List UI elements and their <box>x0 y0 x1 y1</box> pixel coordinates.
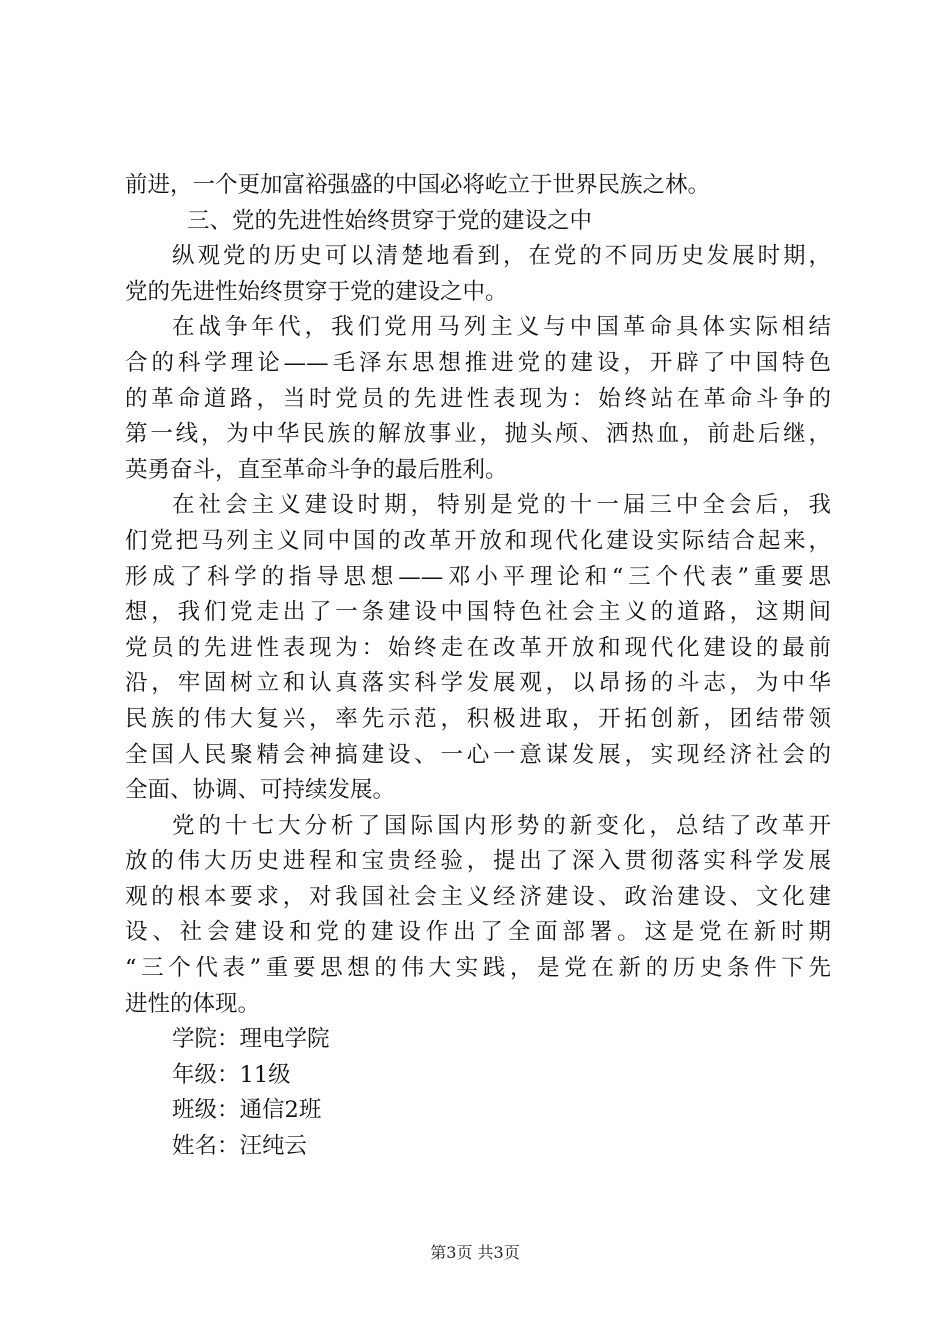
text-line: 前进，一个更加富裕强盛的中国必将屹立于世界民族之林。 <box>125 172 711 198</box>
text-line: 年级：11级 <box>172 1061 291 1088</box>
document-body <box>125 168 831 1165</box>
section-heading: 三、党的先进性始终贯穿于党的建设之中 <box>187 207 593 234</box>
text-line: 观的根本要求，对我国社会主义经济建设、政治建设、文化建 <box>125 883 831 910</box>
text-line: 英勇奋斗，直至革命斗争的最后胜利。 <box>125 456 508 483</box>
text-line: 设、社会建设和党的建设作出了全面部署。这是党在新时期 <box>125 919 831 946</box>
text-line: 班级：通信2班 <box>172 1097 322 1124</box>
text-line: 第一线，为中华民族的解放事业，抛头颅、洒热血，前赴后继， <box>125 421 831 448</box>
text-line: 合的科学理论——毛泽东思想推进党的建设，开辟了中国特色 <box>125 349 831 376</box>
text-line: 姓名：汪纯云 <box>172 1133 308 1160</box>
text-line: 放的伟大历史进程和宝贵经验，提出了深入贯彻落实科学发展 <box>125 848 831 875</box>
text-line: 想，我们党走出了一条建设中国特色社会主义的道路，这期间 <box>125 599 831 626</box>
text-line: 在战争年代，我们党用马列主义与中国革命具体实际相结 <box>172 314 831 341</box>
text-line: 党的十七大分析了国际国内形势的新变化，总结了改革开 <box>172 812 831 839</box>
page-footer: 第3页 共3页 <box>430 1243 520 1262</box>
text-line: 在社会主义建设时期，特别是党的十一届三中全会后，我 <box>172 492 831 519</box>
text-line: “三个代表”重要思想的伟大实践，是党在新的历史条件下先 <box>125 955 831 982</box>
text-line: 的革命道路，当时党员的先进性表现为：始终站在革命斗争的 <box>125 385 831 412</box>
text-line: 进性的体现。 <box>125 990 261 1017</box>
text-line: 们党把马列主义同中国的改革开放和现代化建设实际结合起来， <box>125 527 831 554</box>
text-line: 党的先进性始终贯穿于党的建设之中。 <box>125 278 508 305</box>
text-line: 党员的先进性表现为：始终走在改革开放和现代化建设的最前 <box>125 634 831 661</box>
text-line: 学院：理电学院 <box>172 1026 330 1053</box>
text-line: 全国人民聚精会神搞建设、一心一意谋发展，实现经济社会的 <box>125 741 831 768</box>
text-line: 纵观党的历史可以清楚地看到，在党的不同历史发展时期， <box>172 243 831 270</box>
text-line: 形成了科学的指导思想——邓小平理论和“三个代表”重要思 <box>125 563 831 590</box>
text-line: 全面、协调、可持续发展。 <box>125 777 396 804</box>
text-line: 民族的伟大复兴，率先示范，积极进取，开拓创新，团结带领 <box>125 705 831 732</box>
text-line: 沿，牢固树立和认真落实科学发展观，以昂扬的斗志，为中华 <box>125 670 831 697</box>
